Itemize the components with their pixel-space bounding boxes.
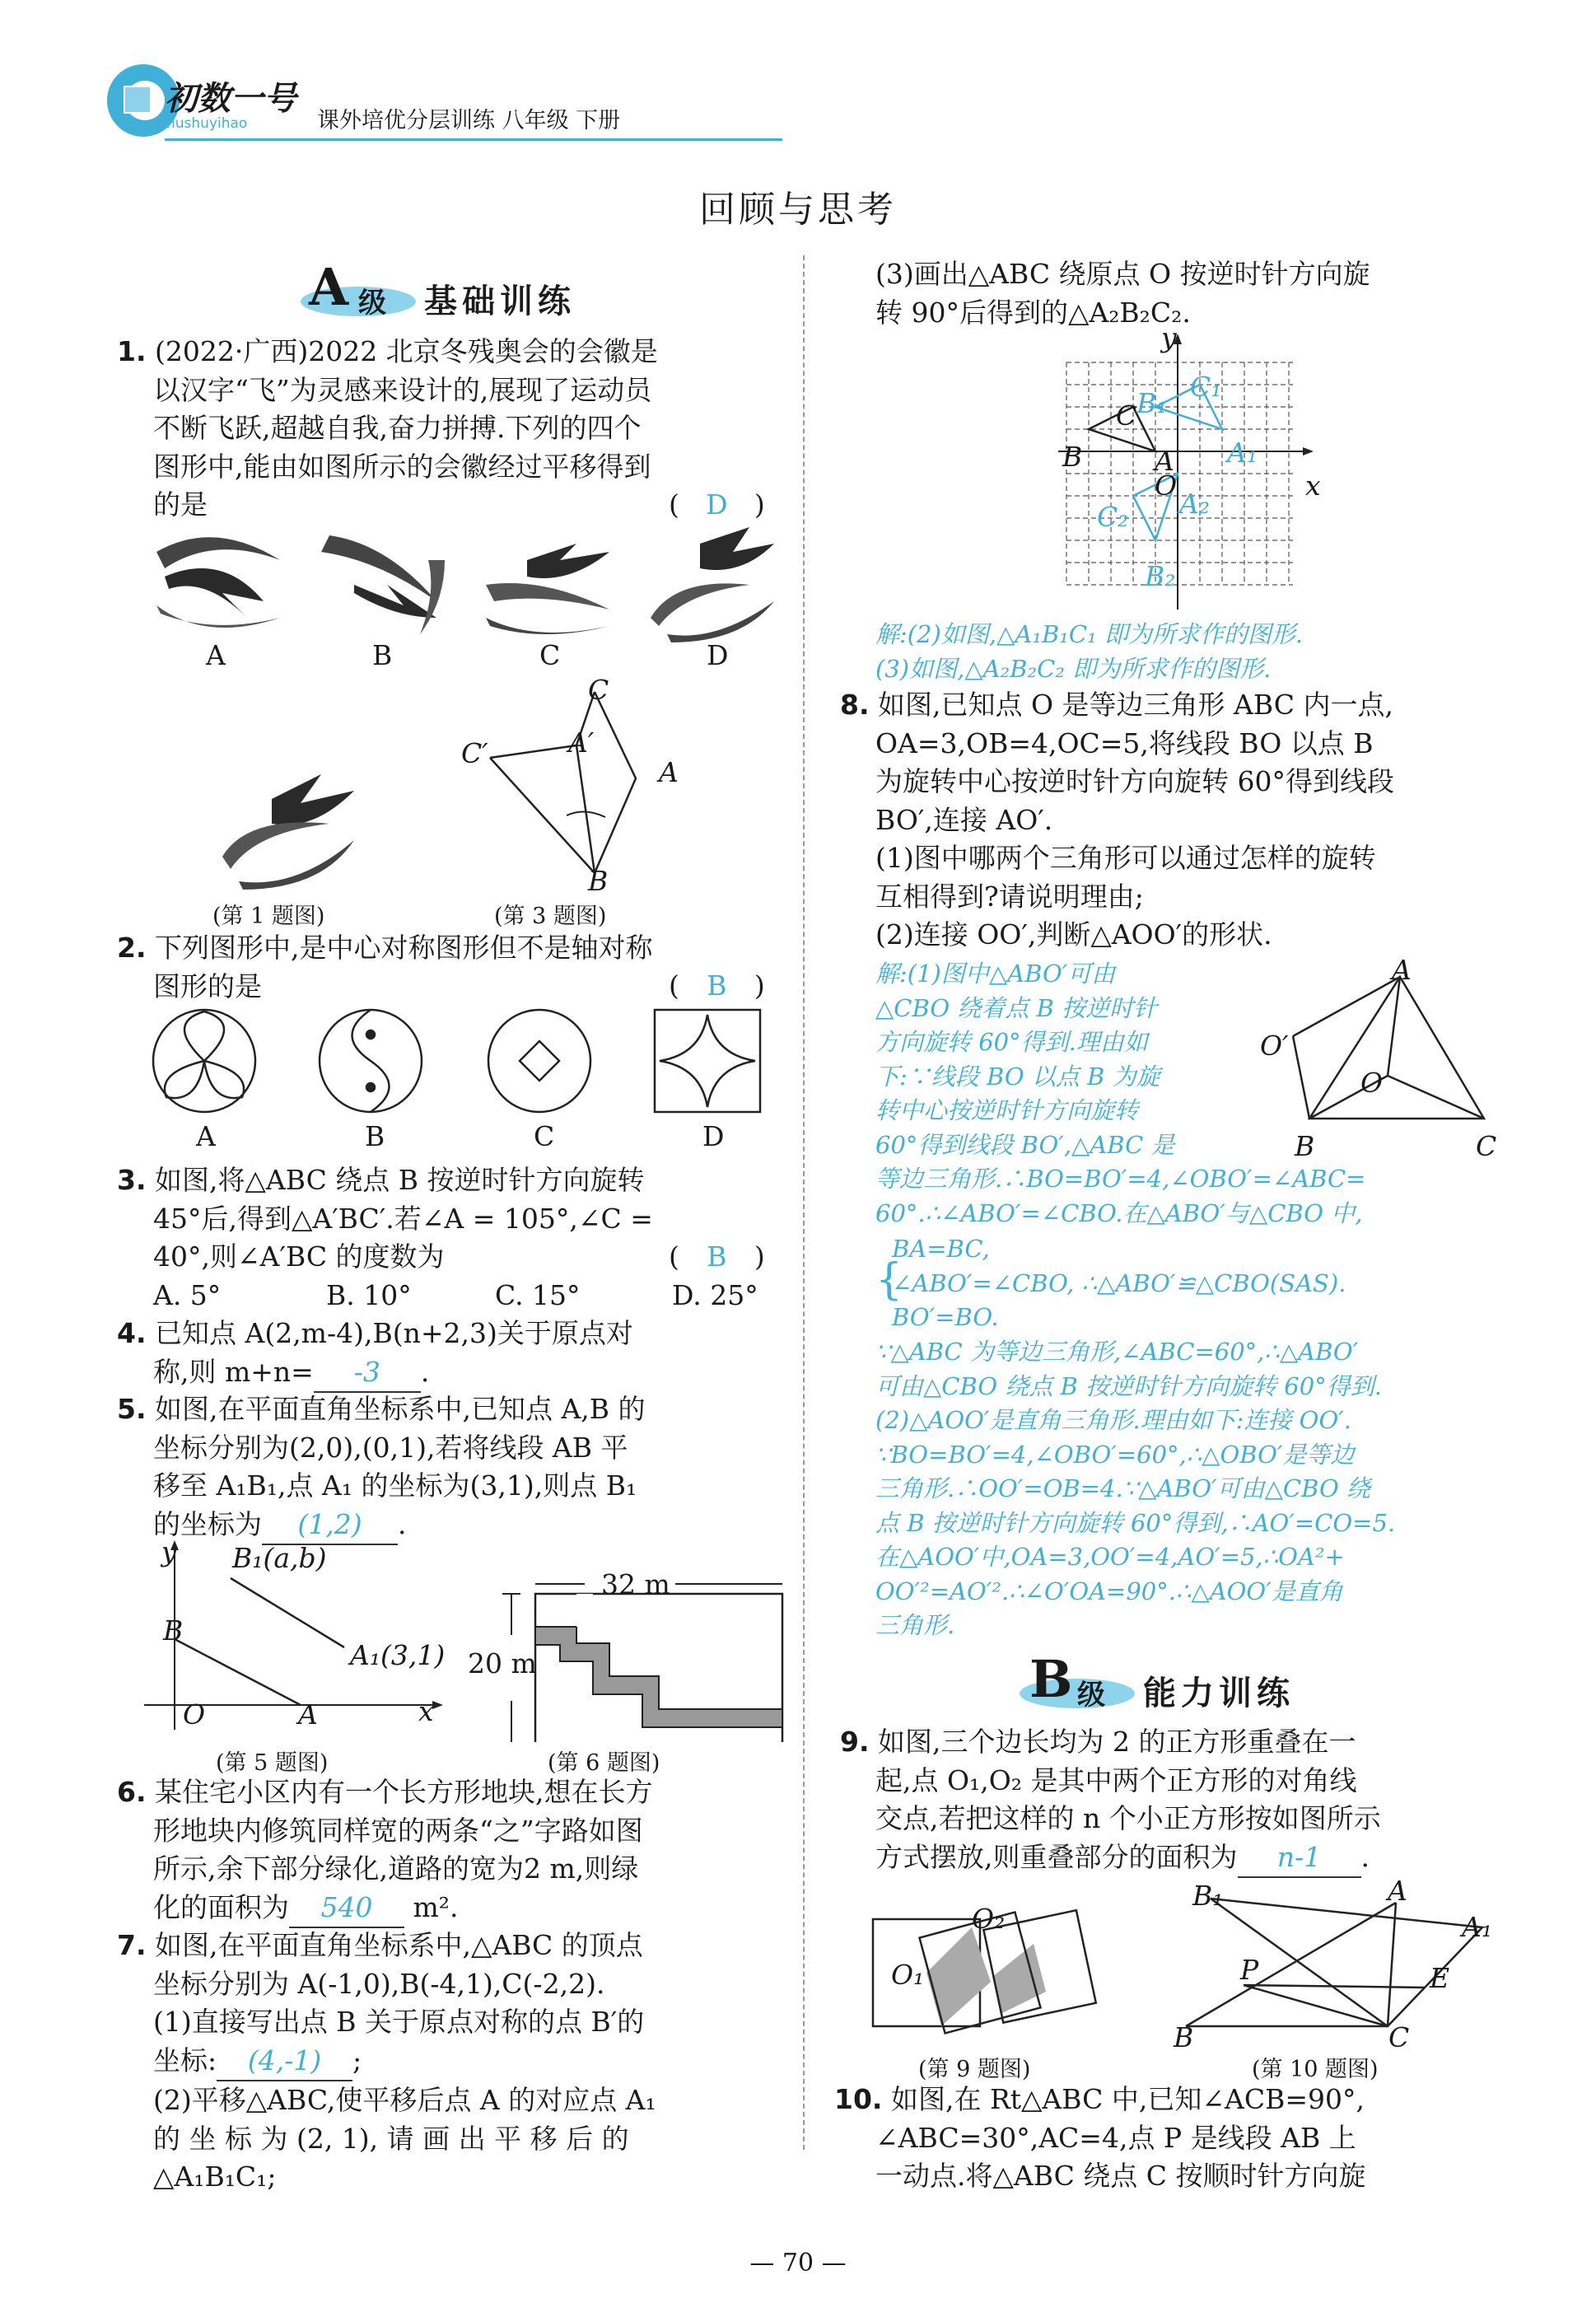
- level-b-heading: [1020, 1649, 1349, 1716]
- q9-num: 9.: [840, 1726, 870, 1758]
- q7-line: (2)平移△ABC,使平移后点 A 的对应点 A₁: [153, 2084, 656, 2116]
- q10-figure: [1178, 1886, 1507, 2043]
- q5-label-x: x: [418, 1695, 434, 1727]
- q8-sol-line: 三角形.: [875, 1611, 955, 1639]
- q1-opt-b: B: [372, 639, 393, 671]
- q7-line: 坐标:: [153, 2044, 217, 2076]
- q7: [117, 1927, 656, 2197]
- q5-label-b1: B₁(a,b): [232, 1542, 327, 1574]
- q3-opt-d: D. 25°: [672, 1278, 758, 1311]
- q8-sol-line: △CBO 绕着点 B 按逆时针: [875, 993, 1158, 1022]
- grid-label-c2: C₂: [1097, 501, 1129, 533]
- q2-opt-c: C: [534, 1120, 555, 1152]
- q1-opt-a: A: [206, 639, 226, 671]
- q5-line: 移至 A₁B₁,点 A₁ 的坐标为(3,1),则点 B₁: [153, 1469, 637, 1502]
- q2-figure-c: [488, 1010, 590, 1112]
- q5: [117, 1390, 646, 1545]
- grid-label-a: A: [1155, 445, 1174, 477]
- q10-label-a: A: [1388, 1875, 1407, 1907]
- q8-sol-line: 60°得到线段 BO′,△ABC 是: [875, 1130, 1175, 1159]
- q4: [117, 1315, 633, 1393]
- q1: [117, 333, 658, 525]
- q2: [117, 929, 653, 1006]
- q1-answer: D: [706, 488, 728, 521]
- q9-label-o2: O₂: [972, 1903, 1006, 1935]
- q8-sol-line: 可由△CBO 绕点 B 按逆时针方向旋转 60°得到.: [875, 1371, 1382, 1400]
- grid-label-a1: A₁: [1227, 437, 1258, 469]
- q2-num: 2.: [117, 932, 147, 964]
- q10: [834, 2081, 1366, 2196]
- q4-answer: -3: [314, 1353, 421, 1394]
- q1-figure-a: [156, 537, 280, 628]
- q8-label-o: O: [1360, 1067, 1384, 1099]
- q7-line: △A₁B₁C₁;: [153, 2161, 277, 2193]
- q5-line: 如图,在平面直角坐标系中,已知点 A,B 的: [155, 1393, 646, 1425]
- q8-sol-line: ∠ABO′=∠CBO, ∴△ABO′≌△CBO(SAS).: [892, 1268, 1346, 1297]
- logo-title: 初数一号: [165, 80, 296, 118]
- q2-line: 图形的是: [153, 969, 262, 1002]
- q8-sol-line: 60°.∴∠ABO′=∠CBO.在△ABO′与△CBO 中,: [875, 1198, 1363, 1227]
- q7-line: 的 坐 标 为 (2, 1), 请 画 出 平 移 后 的: [153, 2122, 629, 2155]
- q4-line: 称,则 m+n=: [153, 1355, 314, 1388]
- level-b-letter: B: [1029, 1649, 1073, 1709]
- q7-num: 7.: [117, 1929, 147, 1961]
- q1-num: 1.: [117, 335, 147, 367]
- paren: ): [754, 969, 765, 1002]
- q8-sol-line: 解:(1)图中△ABO′可由: [875, 960, 1116, 988]
- q3-label-ap: A′: [568, 726, 595, 759]
- q9-line: 起,点 O₁,O₂ 是其中两个正方形的对角线: [875, 1763, 1357, 1796]
- caption-q10: (第 10 题图): [1252, 2057, 1379, 2082]
- q2-option-figures: [148, 1007, 774, 1122]
- paren: (: [669, 488, 679, 521]
- q1-figure-b: [321, 535, 445, 634]
- q8-sol-line: 三角形.∴OO′=OB=4.∵△ABO′可由△CBO 绕: [875, 1474, 1370, 1502]
- q3-label-b: B: [588, 865, 609, 897]
- paren: (: [669, 969, 679, 1002]
- q2-opt-b: B: [365, 1120, 385, 1152]
- q5-line: .: [398, 1507, 407, 1540]
- q9-line: .: [1360, 1840, 1370, 1873]
- q8-label-b: B: [1295, 1130, 1315, 1162]
- q8-sol-line: 点 B 按逆时针方向旋转 60°得到,∴AO′=CO=5.: [875, 1508, 1396, 1537]
- q5-line: 的坐标为: [153, 1507, 262, 1540]
- q9: [840, 1723, 1381, 1878]
- caption-q5: (第 5 题图): [216, 1750, 329, 1776]
- q3-opt-a: A. 5°: [153, 1278, 222, 1311]
- q9-line: 交点,若把这样的 n 个小正方形按如图所示: [875, 1802, 1381, 1834]
- q8-sol-line: 等边三角形.∴BO=BO′=4,∠OBO′=∠ABC=: [875, 1165, 1366, 1193]
- q7-line: ;: [352, 2044, 362, 2076]
- q6-line: 化的面积为: [153, 1890, 289, 1923]
- q3-answer: B: [707, 1240, 727, 1273]
- q8-sol-line: 方向旋转 60°得到.理由如: [875, 1028, 1148, 1056]
- q6-line: 某住宅小区内有一个长方形地块,想在长方: [155, 1776, 653, 1808]
- q8-line: BO′,连接 AO′.: [875, 803, 1053, 836]
- q4-line: .: [420, 1355, 430, 1388]
- q1-line: 不断飞跃,超越自我,奋力拼搏.下列的四个: [153, 412, 642, 444]
- q6-line: 形地块内修筑同样宽的两条“之”字路如图: [153, 1814, 643, 1847]
- q2-figure-a: [153, 1010, 255, 1112]
- q8-sol-line: (2)△AOO′是直角三角形.理由如下:连接 OO′.: [875, 1406, 1352, 1434]
- q10-label-c: C: [1388, 2021, 1410, 2053]
- q2-line: 下列图形中,是中心对称图形但不是轴对称: [155, 932, 653, 964]
- q7-sol-line: (3)如图,△A₂B₂C₂ 即为所求作的图形.: [875, 654, 1272, 683]
- grid-label-a2: A₂: [1179, 488, 1211, 520]
- q4-num: 4.: [117, 1317, 147, 1349]
- grid-label-y: y: [1161, 321, 1177, 353]
- q5-num: 5.: [117, 1393, 147, 1425]
- q10-label-b: B: [1174, 2021, 1194, 2053]
- q8-sol-line: OO′²=AO′².∴∠O′OA=90°.∴△AOO′是直角: [875, 1577, 1343, 1605]
- q1-line: 以汉字“飞”为灵感来设计的,展现了运动员: [153, 373, 652, 406]
- q10-line: ∠ABC=30°,AC=4,点 P 是线段 AB 上: [875, 2121, 1356, 2154]
- page-header: [107, 64, 700, 138]
- level-a-name: 基础训练: [424, 283, 576, 320]
- q1-opt-c: C: [539, 639, 561, 671]
- page-number: — 70 —: [749, 2249, 847, 2277]
- q8-sol-line: ∵△ABC 为等边三角形,∠ABC=60°,∴△ABO′: [875, 1338, 1359, 1366]
- header-rule: [165, 138, 782, 141]
- q3: [117, 1161, 758, 1315]
- q10-label-p: P: [1240, 1954, 1259, 1986]
- q7-sol-line: 解:(2)如图,△A₁B₁C₁ 即为所求作的图形.: [875, 620, 1304, 648]
- level-b-ji: 级: [1077, 1679, 1105, 1712]
- q8-line: 为旋转中心按逆时针方向旋转 60°得到线段: [875, 765, 1394, 797]
- grid-label-b: B: [1062, 441, 1083, 473]
- q2-figure-d: [655, 1010, 760, 1112]
- q7-line: (1)直接写出点 B 关于原点对称的点 B′的: [153, 2006, 645, 2038]
- level-a-letter: A: [309, 257, 349, 317]
- q6: [117, 1773, 653, 1928]
- page-title: 回顾与思考: [699, 189, 897, 231]
- q3-num: 3.: [117, 1164, 147, 1196]
- q1-emblem-figure: [222, 774, 362, 890]
- q10-label-e: E: [1430, 1962, 1450, 1994]
- q3-answer-bracket: [669, 1238, 765, 1277]
- column-divider: [803, 255, 805, 2150]
- paren: ): [754, 1240, 765, 1273]
- q3-line: 如图,将△ABC 绕点 B 按逆时针方向旋转: [155, 1164, 645, 1196]
- q6-figure: [502, 1577, 799, 1742]
- q8-line: 互相得到?请说明理由;: [875, 880, 1144, 913]
- q1-opt-d: D: [707, 639, 729, 671]
- q7-line: 坐标分别为 A(-1,0),B(-4,1),C(-2,2).: [153, 1967, 605, 2000]
- q8-sol-line: 下:∵线段 BO 以点 B 为旋: [875, 1062, 1160, 1091]
- q8-solution-part2: [875, 1335, 1395, 1643]
- logo-cube-icon: [124, 86, 152, 114]
- q10-label-b1: B₁: [1192, 1880, 1224, 1912]
- grid-label-x: x: [1305, 469, 1321, 502]
- q8-label-op: O′: [1260, 1030, 1289, 1062]
- q2-opt-a: A: [196, 1120, 216, 1152]
- q1-line: 图形中,能由如图所示的会徽经过平移得到: [153, 450, 651, 483]
- q8-label-c: C: [1476, 1130, 1497, 1162]
- q2-answer-bracket: [669, 967, 765, 1006]
- q1-line: 的是: [153, 488, 208, 521]
- q7-line: 如图,在平面直角坐标系中,△ABC 的顶点: [155, 1929, 643, 1961]
- q2-opt-d: D: [702, 1120, 725, 1152]
- q8-line: 如图,已知点 O 是等边三角形 ABC 内一点,: [878, 689, 1393, 721]
- q8-sol-line: BO′=BO.: [892, 1303, 999, 1331]
- q9-answer: n-1: [1238, 1838, 1361, 1879]
- q9-line: 如图,三个边长均为 2 的正方形重叠在一: [878, 1726, 1356, 1758]
- q8-sol-line: 在△AOO′中,OA=3,OO′=4,AO′=5,∴OA²+: [875, 1543, 1345, 1571]
- q9-label-o1: O₁: [891, 1959, 925, 1991]
- q1-figure-d: [651, 527, 774, 642]
- grid-label-b1: B₁: [1136, 387, 1168, 419]
- level-a-ji: 级: [358, 287, 386, 320]
- q3-opt-c: C. 15°: [495, 1278, 581, 1311]
- grid-label-c: C: [1116, 399, 1137, 432]
- q10-line: 如图,在 Rt△ABC 中,已知∠ACB=90°,: [890, 2083, 1365, 2115]
- q3-line: 45°后,得到△A′BC′.若∠A = 105°,∠C =: [153, 1202, 653, 1235]
- q10-label-a1: A₁: [1462, 1911, 1493, 1943]
- grid-label-b2: B₂: [1145, 560, 1176, 592]
- grid-label-c1: C₁: [1190, 371, 1222, 403]
- paren: ): [754, 488, 765, 521]
- q5-label-b: B: [163, 1614, 184, 1647]
- q6-line: m².: [413, 1890, 459, 1923]
- q1-option-figures: [144, 527, 803, 651]
- q5-answer: (1,2): [262, 1506, 398, 1546]
- grid-label-o: O: [1155, 469, 1178, 502]
- q10-num: 10.: [834, 2083, 883, 2115]
- q1-figure-c: [486, 544, 609, 634]
- q8-line: (2)连接 OO′,判断△AOO′的形状.: [875, 918, 1272, 951]
- q2-figure-b: [320, 1010, 422, 1112]
- q8-line: OA=3,OB=4,OC=5,将线段 BO 以点 B: [875, 726, 1374, 759]
- q3-label-a: A: [659, 756, 679, 788]
- caption-q3: (第 3 题图): [494, 904, 607, 929]
- q8-label-a: A: [1392, 954, 1412, 986]
- level-b-name: 能力训练: [1143, 1675, 1295, 1712]
- q3-opt-b: B. 10°: [326, 1278, 412, 1311]
- q1-answer-bracket: [669, 486, 765, 525]
- level-a-heading: [301, 257, 630, 324]
- header-subtitle: 课外培优分层训练 八年级 下册: [317, 108, 621, 133]
- q7-solution: [875, 618, 1303, 686]
- q8-sol-line: 转中心按逆时针方向旋转: [875, 1096, 1139, 1124]
- q8-solution-brace: [892, 1232, 1346, 1335]
- q6-label-height: 20 m: [468, 1647, 537, 1679]
- q5-label-a1: A₁(3,1): [350, 1639, 446, 1671]
- q1-line: (2022·广西)2022 北京冬残奥会的会徽是: [155, 335, 658, 367]
- q8-brace: {: [875, 1255, 903, 1305]
- q5-line: 坐标分别为(2,0),(0,1),若将线段 AB 平: [153, 1431, 628, 1464]
- q8-solution-part1: [875, 957, 1365, 1231]
- q3-label-cp: C′: [461, 737, 488, 769]
- logo-pinyin: hushuyihao: [166, 115, 248, 132]
- q6-line: 所示,余下部分绿化,道路的宽为2 m,则绿: [153, 1852, 639, 1885]
- q8: [840, 686, 1394, 955]
- q7-3-line: 转 90°后得到的△A₂B₂C₂.: [875, 296, 1191, 329]
- q7-part3: [875, 255, 1370, 332]
- q2-answer: B: [707, 969, 727, 1002]
- q10-line: 一动点.将△ABC 绕点 C 按顺时针方向旋: [875, 2160, 1366, 2192]
- paren: (: [669, 1240, 679, 1273]
- q8-sol-line: BA=BC,: [892, 1235, 990, 1263]
- q6-answer: 540: [289, 1889, 404, 1929]
- q3-options: [117, 1277, 758, 1315]
- q8-num: 8.: [840, 689, 870, 721]
- q5-label-y: y: [161, 1535, 177, 1567]
- q4-line: 已知点 A(2,m-4),B(n+2,3)关于原点对: [155, 1317, 633, 1349]
- q5-label-a: A: [298, 1698, 318, 1731]
- q5-label-o: O: [183, 1698, 206, 1731]
- q8-line: (1)图中哪两个三角形可以通过怎样的旋转: [875, 842, 1376, 874]
- q7-answer: (4,-1): [217, 2042, 352, 2082]
- q9-line: 方式摆放,则重叠部分的面积为: [875, 1840, 1238, 1873]
- caption-q9: (第 9 题图): [918, 2057, 1031, 2082]
- caption-q6: (第 6 题图): [548, 1750, 660, 1776]
- q6-label-width: 32 m: [601, 1568, 670, 1600]
- caption-q1: (第 1 题图): [212, 904, 325, 929]
- q7-3-line: (3)画出△ABC 绕原点 O 按逆时针方向旋: [875, 258, 1370, 290]
- q3-label-c: C: [588, 674, 609, 706]
- q3-line: 40°,则∠A′BC 的度数为: [153, 1240, 445, 1273]
- q6-num: 6.: [117, 1776, 147, 1808]
- q8-sol-line: ∵BO=BO′=4,∠OBO′=60°,∴△OBO′是等边: [875, 1440, 1355, 1469]
